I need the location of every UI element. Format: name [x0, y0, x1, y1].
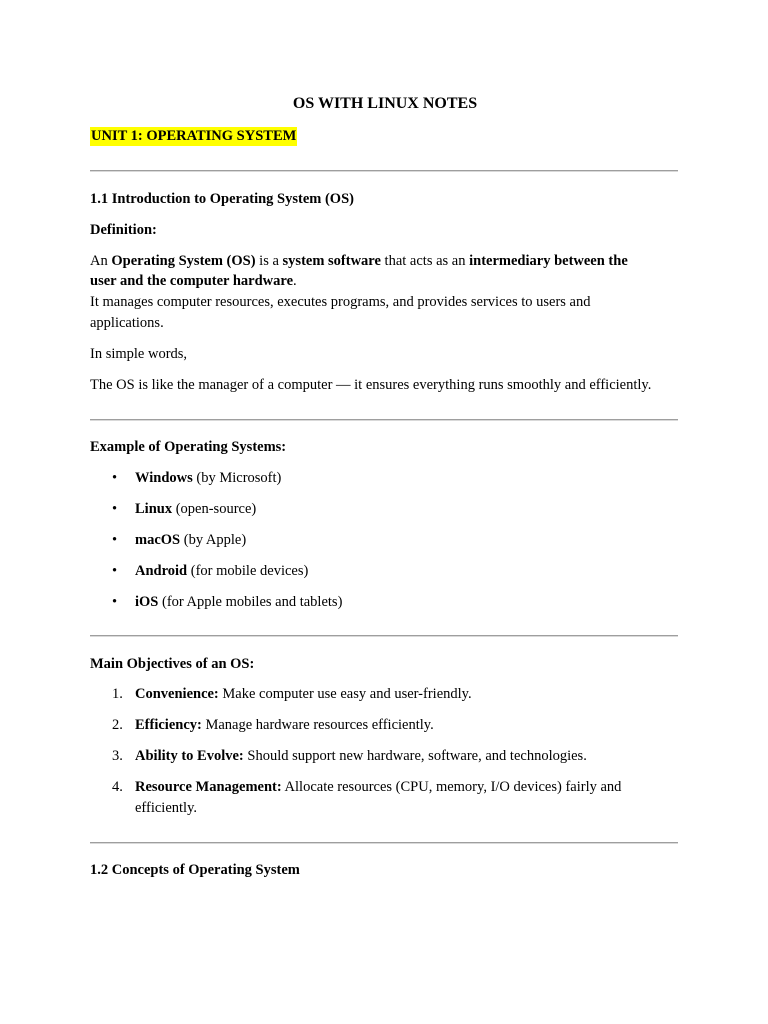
list-number: 2. — [112, 717, 123, 733]
horizontal-rule — [90, 635, 678, 637]
definition-text: . — [293, 273, 297, 289]
horizontal-rule — [90, 419, 678, 421]
bullet-icon: • — [112, 563, 118, 579]
simple-words-text: In simple words, — [90, 346, 188, 362]
bullet-icon: • — [112, 501, 118, 517]
os-detail: (by Apple) — [180, 532, 247, 548]
list-number: 1. — [112, 686, 123, 702]
definition-text: is a — [255, 253, 283, 269]
analogy-text: The OS is like the manager of a computer — it ensures everything runs smoothly and efficiently. — [90, 377, 652, 393]
objectives-heading: Main Objectives of an OS: — [90, 656, 255, 672]
definition-line-4: applications. — [90, 315, 164, 331]
objective-text: Allocate resources (CPU, memory, I/O devices) fairly and — [281, 779, 622, 795]
definition-term-user-hardware: user and the computer hardware — [90, 273, 293, 289]
objective-text-continued: efficiently. — [135, 800, 198, 816]
os-name: Windows — [135, 470, 193, 486]
definition-line-2 — [90, 271, 297, 291]
objective-label: Resource Management: — [135, 779, 282, 795]
os-name: Android — [135, 563, 188, 579]
definition-term-os: Operating System (OS) — [111, 253, 256, 269]
examples-heading: Example of Operating Systems: — [90, 439, 287, 455]
definition-text: that acts as an — [380, 253, 470, 269]
definition-label: Definition: — [90, 222, 157, 238]
objective-label: Efficiency: — [135, 717, 202, 733]
os-detail: (for Apple mobiles and tablets) — [158, 594, 343, 610]
objective-text: Manage hardware resources efficiently. — [201, 717, 434, 733]
list-number: 4. — [112, 779, 123, 795]
list-number: 3. — [112, 748, 123, 764]
definition-term-system-software: system software — [282, 253, 381, 269]
objective-text: Should support new hardware, software, and technologies. — [243, 748, 587, 764]
section-heading-1-1: 1.1 Introduction to Operating System (OS) — [90, 191, 354, 207]
horizontal-rule — [90, 170, 678, 172]
os-name: iOS — [135, 594, 159, 610]
definition-text: An — [90, 253, 112, 269]
unit-heading-highlighted: UNIT 1: OPERATING SYSTEM — [91, 128, 297, 144]
bullet-icon: • — [112, 594, 118, 610]
os-name: macOS — [135, 532, 181, 548]
definition-term-intermediary: intermediary between the — [469, 253, 628, 269]
section-heading-1-2: 1.2 Concepts of Operating System — [90, 862, 300, 878]
definition-line-1 — [90, 251, 628, 271]
horizontal-rule — [90, 842, 678, 844]
os-name: Linux — [135, 501, 173, 517]
definition-line-3: It manages computer resources, executes programs, and provides services to users and — [90, 294, 591, 310]
objective-text: Make computer use easy and user-friendly. — [218, 686, 472, 702]
bullet-icon: • — [112, 532, 118, 548]
os-detail: (by Microsoft) — [192, 470, 282, 486]
os-detail: (for mobile devices) — [187, 563, 309, 579]
objective-label: Convenience: — [135, 686, 219, 702]
document-title: OS WITH LINUX NOTES — [292, 95, 478, 112]
os-detail: (open-source) — [172, 501, 257, 517]
objective-label: Ability to Evolve: — [135, 748, 244, 764]
bullet-icon: • — [112, 470, 118, 486]
